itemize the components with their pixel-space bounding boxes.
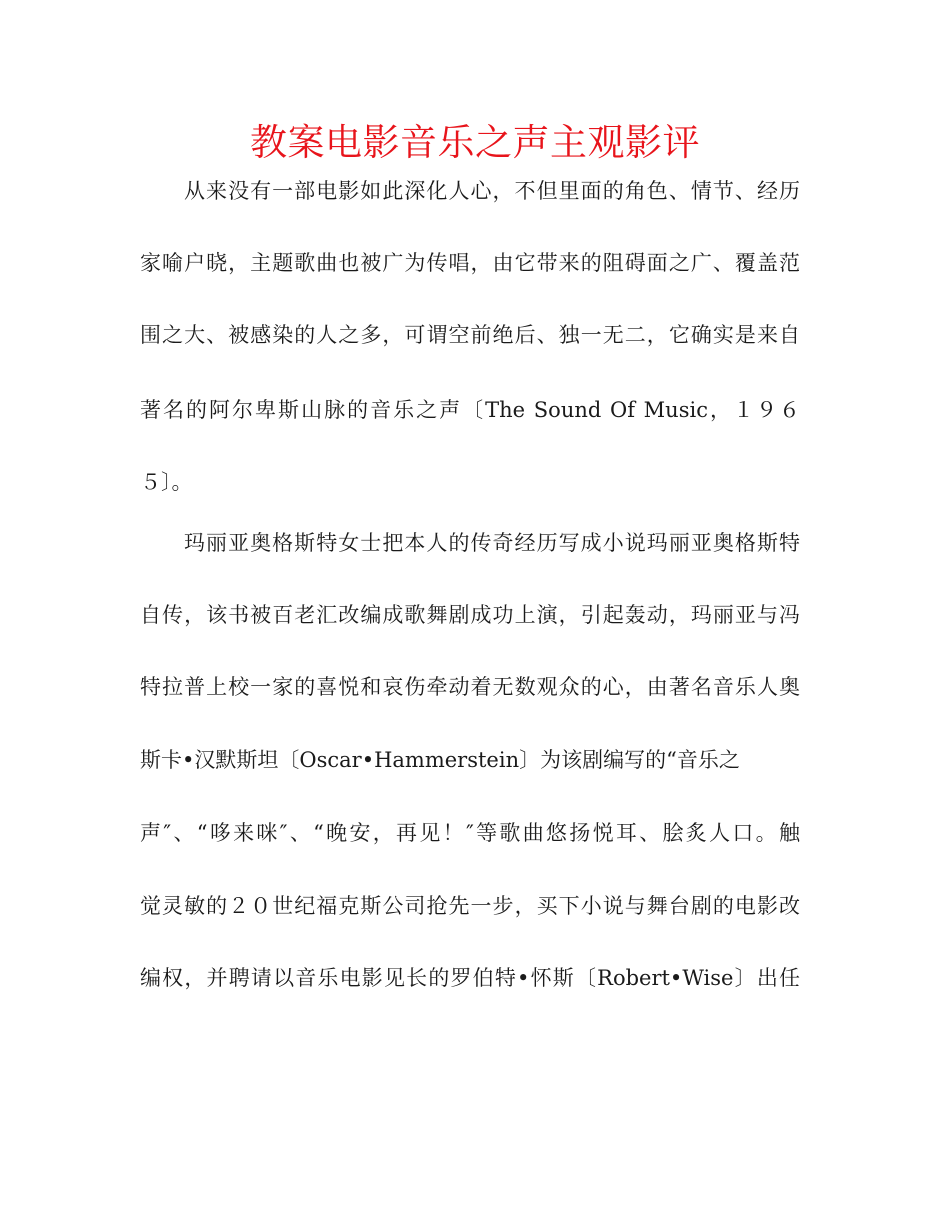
paragraph-2-line-6: 觉灵敏的２０世纪福克斯公司抢先一步，买下小说与舞台剧的电影改 xyxy=(140,894,800,918)
paragraph-1-line-2: 家喻户晓，主题歌曲也被广为传唱，由它带来的阻碍面之广、覆盖范 xyxy=(140,251,800,275)
paragraph-2-line-3: 特拉普上校一家的喜悦和哀伤牵动着无数观众的心，由著名音乐人奥 xyxy=(140,675,800,699)
paragraph-1-line-5: ５〕。 xyxy=(140,470,193,494)
paragraph-2-line-1: 玛丽亚奥格斯特女士把本人的传奇经历写成小说玛丽亚奥格斯特 xyxy=(184,531,800,555)
paragraph-1-line-1: 从来没有一部电影如此深化人心，不但里面的角色、情节、经历 xyxy=(184,179,800,203)
paragraph-2-line-2: 自传，该书被百老汇改编成歌舞剧成功上演，引起轰动，玛丽亚与冯 xyxy=(140,603,800,627)
paragraph-2-line-7: 编权，并聘请以音乐电影见长的罗伯特•怀斯〔Robert•Wise〕出任 xyxy=(140,966,800,990)
paragraph-1-line-4: 著名的阿尔卑斯山脉的音乐之声〔The Sound Of Music，１９６ xyxy=(140,398,800,422)
paragraph-2-line-5: 声″、“哆来咪″、“晚安，再见！″等歌曲悠扬悦耳、脍炙人口。触 xyxy=(140,821,800,845)
paragraph-1-line-3: 围之大、被感染的人之多，可谓空前绝后、独一无二，它确实是来自 xyxy=(140,323,800,347)
paragraph-2-line-4: 斯卡•汉默斯坦〔Oscar•Hammerstein〕为该剧编写的“音乐之 xyxy=(140,748,740,772)
document-title: 教案电影音乐之声主观影评 xyxy=(250,121,700,164)
